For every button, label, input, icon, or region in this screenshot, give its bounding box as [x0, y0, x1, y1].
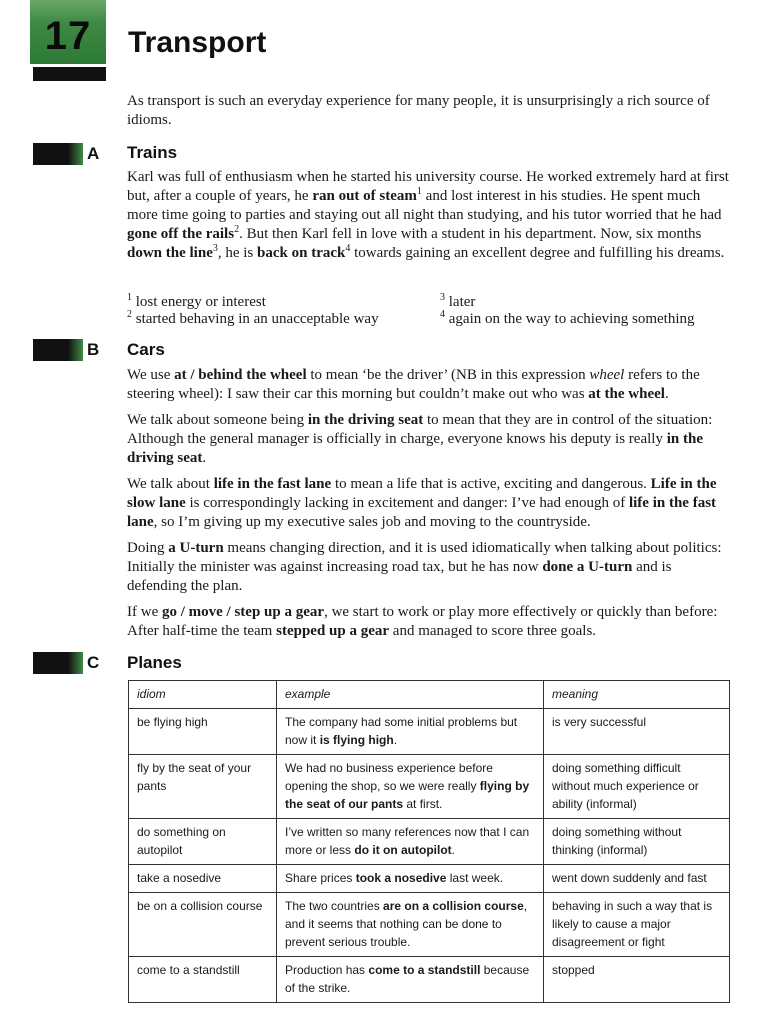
column-header-meaning: meaning	[544, 681, 730, 709]
example-cell	[277, 865, 544, 893]
section-b-body	[127, 366, 731, 648]
idiom-ran-out-of-steam: ran out of steam	[312, 188, 417, 204]
idiom-back-on-track: back on track	[257, 245, 346, 261]
idiom-gone-off-the-rails: gone off the rails	[127, 226, 235, 242]
table-row	[129, 957, 730, 1003]
text: at first.	[403, 797, 443, 811]
footnote-2	[127, 306, 379, 328]
table-row	[129, 709, 730, 755]
footnote-text: lost energy or interest	[132, 294, 266, 310]
example-cell	[277, 957, 544, 1003]
idiom-cell: take a nosedive	[129, 865, 277, 893]
idiom-highlight: is flying high	[319, 733, 394, 747]
text: means changing direction, and it is used idiomatically when talking about politics: Initially the minister was against increasing road tax, but he has now	[127, 540, 722, 575]
text: to mean ‘be the driver’ (NB in this expression	[306, 367, 590, 383]
idiom-step-up-a-gear: go / move / step up a gear	[161, 604, 325, 620]
table-row	[129, 755, 730, 819]
footnote-ref: 3	[212, 243, 218, 254]
text: is correspondingly lacking in excitement and danger: I’ve had enough of	[185, 495, 629, 511]
text: towards gaining an excellent degree and fulfilling his dreams.	[350, 245, 725, 261]
meaning-cell: is very successful	[544, 709, 730, 755]
text: We talk about someone being	[127, 412, 308, 428]
unit-number-badge	[30, 0, 106, 64]
text: .	[451, 843, 456, 857]
section-a-letter: A	[87, 144, 100, 163]
text: and is defending the plan.	[127, 559, 672, 594]
cars-paragraph-5	[127, 603, 731, 641]
idiom-at-the-wheel: at the wheel	[588, 386, 665, 402]
text: , and it seems that nothing can be done to prevent serious trouble.	[285, 899, 528, 949]
cars-paragraph-1	[127, 366, 731, 404]
idiom-life-in-the-fast-lane: life in the fast lane	[127, 495, 717, 530]
example-cell	[277, 819, 544, 865]
text: We talk about	[127, 476, 214, 492]
idiom-life-in-the-fast-lane: life in the fast lane	[213, 476, 332, 492]
meaning-cell: stopped	[544, 957, 730, 1003]
idiom-life-in-the-slow-lane: Life in the slow lane	[127, 476, 717, 511]
italic-term: wheel	[589, 367, 625, 383]
section-b-marker	[33, 339, 108, 361]
text: and lost interest in his studies. He spent much more time going to parties and staying out all night than studying, and his tutor worried that he had	[127, 188, 722, 223]
footnote-4	[440, 306, 695, 328]
idiom-cell: come to a standstill	[129, 957, 277, 1003]
idiom-highlight: come to a standstill	[368, 963, 481, 977]
idiom-highlight: do it on autopilot	[354, 843, 452, 857]
intro-paragraph: As transport is such an everyday experience for many people, it is unsurprisingly a rich source of idioms.	[127, 93, 710, 128]
meaning-cell: behaving in such a way that is likely to cause a major disagreement or fight	[544, 893, 730, 957]
text: , so I’m giving up my executive sales job and moving to the countryside.	[153, 514, 591, 530]
idiom-cell: be on a collision course	[129, 893, 277, 957]
idiom-at-behind-the-wheel: at / behind the wheel	[174, 367, 307, 383]
column-header-idiom: idiom	[129, 681, 277, 709]
idiom-down-the-line: down the line	[127, 245, 213, 261]
text: refers to the steering wheel): I saw their car this morning but couldn’t make out who was	[127, 367, 700, 402]
meaning-cell: doing something without thinking (informal)	[544, 819, 730, 865]
text: , we start to work or play more effectively or quickly than before: After half-time the team	[127, 604, 718, 639]
page-title: Transport	[128, 26, 267, 59]
idiom-in-the-driving-seat: in the driving seat	[127, 431, 703, 466]
text: If we	[127, 604, 162, 620]
idiom-cell: be flying high	[129, 709, 277, 755]
footnote-number: 3	[440, 292, 445, 303]
footnote-number: 2	[127, 309, 132, 320]
footnote-ref: 2	[234, 224, 240, 235]
cars-paragraph-3	[127, 475, 731, 532]
footnote-ref: 4	[345, 243, 351, 254]
text: to mean a life that is active, exciting and dangerous.	[331, 476, 651, 492]
column-header-example: example	[277, 681, 544, 709]
cars-paragraph-2	[127, 411, 731, 468]
meaning-cell: went down suddenly and fast	[544, 865, 730, 893]
idiom-highlight: are on a collision course	[383, 899, 524, 913]
section-a-heading: Trains	[127, 143, 178, 162]
idiom-stepped-up-a-gear: stepped up a gear	[276, 623, 390, 639]
text: I’ve written so many references now that I can more or less	[285, 825, 530, 857]
text: .	[664, 386, 669, 402]
section-a-marker	[33, 143, 108, 165]
unit-divider-bar	[33, 67, 106, 81]
table-header-row	[129, 681, 730, 709]
section-c-marker	[33, 652, 108, 674]
footnote-text: again on the way to achieving something	[445, 311, 695, 327]
text: and managed to score three goals.	[389, 623, 597, 639]
section-marker-bar	[33, 652, 83, 674]
text: We had no business experience before opening the shop, so we were really	[285, 761, 493, 793]
example-cell	[277, 893, 544, 957]
text: last week.	[446, 871, 504, 885]
section-b-letter: B	[87, 340, 100, 359]
meaning-cell: doing something difficult without much experience or ability (informal)	[544, 755, 730, 819]
text: , he is	[217, 245, 258, 261]
text: We use	[127, 367, 175, 383]
trains-paragraph	[127, 168, 731, 263]
footnote-text: started behaving in an unacceptable way	[132, 311, 379, 327]
text: . But then Karl fell in love with a student in his department. Now, six months	[239, 226, 702, 242]
text: Karl was full of enthusiasm when he started his university course. He worked extremely hard at first but, after a couple of years, he	[127, 169, 729, 204]
table-row	[129, 865, 730, 893]
example-cell	[277, 755, 544, 819]
section-c-heading: Planes	[127, 653, 182, 672]
section-marker-bar	[33, 143, 83, 165]
text: .	[202, 450, 207, 466]
footnote-text: later	[445, 294, 476, 310]
text: because of the strike.	[285, 963, 530, 995]
idiom-in-the-driving-seat: in the driving seat	[307, 412, 424, 428]
text: .	[393, 733, 398, 747]
text: Production has	[285, 963, 369, 977]
footnote-ref: 1	[416, 186, 422, 197]
footnote-number: 1	[127, 292, 132, 303]
idiom-highlight: took a nosedive	[355, 871, 447, 885]
idiom-highlight: flying by the seat of our pants	[285, 779, 530, 811]
text: Doing	[127, 540, 169, 556]
section-marker-bar	[33, 339, 83, 361]
unit-number: 17	[44, 14, 92, 58]
text: The two countries	[285, 899, 384, 913]
section-b-heading: Cars	[127, 340, 165, 359]
idiom-a-u-turn: a U-turn	[168, 540, 224, 556]
idiom-cell: do something on autopilot	[129, 819, 277, 865]
section-a-body	[127, 168, 731, 270]
table-row	[129, 893, 730, 957]
text: The company had some initial problems but now it	[285, 715, 518, 747]
idioms-table	[128, 680, 730, 1003]
table-row	[129, 819, 730, 865]
footnote-number: 4	[440, 309, 445, 320]
example-cell	[277, 709, 544, 755]
idiom-done-a-u-turn: done a U-turn	[542, 559, 633, 575]
section-c-letter: C	[87, 653, 100, 672]
text: Share prices	[285, 871, 356, 885]
text: to mean that they are in control of the situation: Although the general manager is officially in charge, everyone knows his deputy is really	[127, 412, 713, 447]
cars-paragraph-4	[127, 539, 731, 596]
idiom-cell: fly by the seat of your pants	[129, 755, 277, 819]
